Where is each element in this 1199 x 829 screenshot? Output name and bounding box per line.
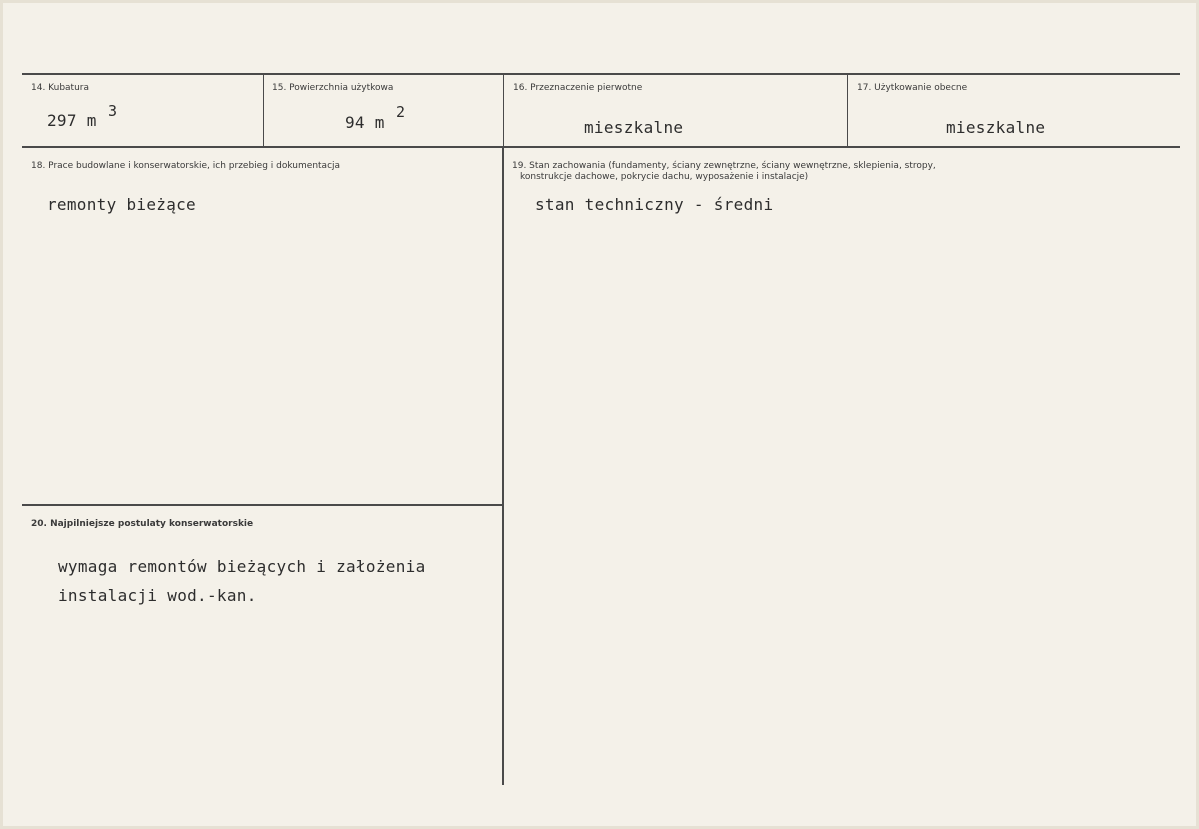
field-18-label: 18. Prace budowlane i konserwatorskie, ich przebieg i dokumentacja — [31, 161, 341, 171]
field-19-label-line2: konstrukcje dachowe, pokrycie dachu, wyposażenie i instalacje) — [520, 172, 809, 182]
field-14-unit-exponent: 3 — [108, 102, 118, 120]
section20-rule — [22, 504, 502, 506]
field-17-label: 17. Użytkowanie obecne — [857, 83, 968, 93]
field-16-value: mieszkalne — [584, 118, 684, 137]
field-16-label: 16. Przeznaczenie pierwotne — [513, 83, 643, 93]
divider-16-17 — [847, 75, 848, 146]
middle-rule — [22, 146, 1180, 148]
divider-15-16 — [503, 75, 504, 146]
field-19-label-line1: 19. Stan zachowania (fundamenty, ściany zewnętrzne, ściany wewnętrzne, sklepienia, stropy, — [512, 161, 936, 171]
field-14-value: 297 m — [47, 111, 97, 130]
field-17-value: mieszkalne — [946, 118, 1046, 137]
divider-main — [502, 148, 504, 785]
field-20-value-line1: wymaga remontów bieżących i założenia — [58, 557, 426, 576]
divider-14-15 — [263, 75, 264, 146]
field-15-unit-exponent: 2 — [396, 103, 406, 121]
field-20-label: 20. Najpilniejsze postulaty konserwatorskie — [31, 519, 254, 529]
field-15-label: 15. Powierzchnia użytkowa — [272, 83, 394, 93]
field-14-label: 14. Kubatura — [31, 83, 90, 93]
top-rule — [22, 73, 1180, 75]
field-15-value: 94 m — [345, 113, 385, 132]
field-19-value: stan techniczny - średni — [535, 195, 774, 214]
field-18-value: remonty bieżące — [47, 195, 196, 214]
field-20-value-line2: instalacji wod.-kan. — [58, 586, 257, 605]
